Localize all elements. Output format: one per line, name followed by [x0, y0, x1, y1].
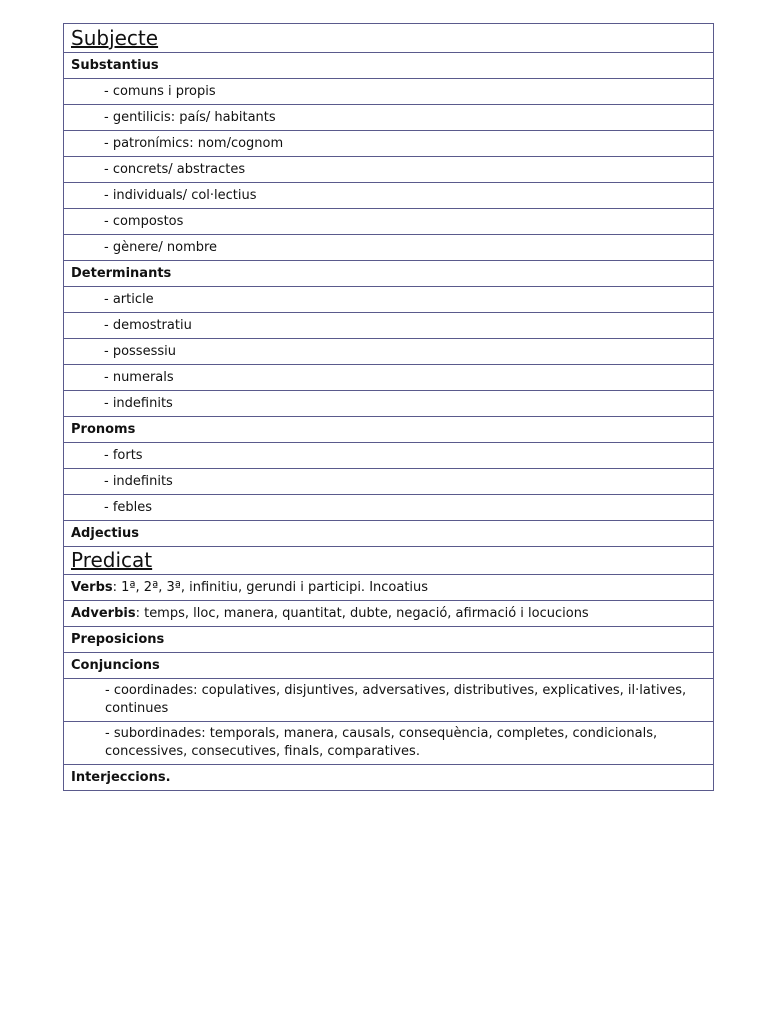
table-row: [64, 575, 714, 601]
table-row: [64, 131, 714, 157]
table-row: [64, 679, 714, 722]
grammar-table: [63, 23, 714, 791]
table-row: [64, 339, 714, 365]
table-row: [64, 24, 714, 53]
table-row: [64, 521, 714, 547]
table-row: [64, 495, 714, 521]
list-item: - febles: [64, 495, 714, 521]
heading-conjuncions: Conjuncions: [64, 653, 714, 679]
verbs-label: Verbs: [71, 579, 113, 595]
table-row: [64, 287, 714, 313]
list-item: - forts: [64, 443, 714, 469]
table-row: [64, 547, 714, 575]
list-item: - individuals/ col·lectius: [64, 183, 714, 209]
list-item: - article: [64, 287, 714, 313]
heading-adjectius: Adjectius: [64, 521, 714, 547]
adverbis-row: [64, 601, 714, 627]
list-item: - indefinits: [64, 391, 714, 417]
table-row: [64, 53, 714, 79]
table-row: [64, 105, 714, 131]
table-row: [64, 443, 714, 469]
list-item: - numerals: [64, 365, 714, 391]
verbs-text: : 1ª, 2ª, 3ª, infinitiu, gerundi i participi. Incoatius: [112, 579, 429, 595]
list-item: - comuns i propis: [64, 79, 714, 105]
list-item: - demostratiu: [64, 313, 714, 339]
list-item: - indefinits: [64, 469, 714, 495]
table-row: [64, 653, 714, 679]
table-row: [64, 391, 714, 417]
adverbis-text: : temps, lloc, manera, quantitat, dubte, negació, afirmació i locucions: [135, 605, 589, 621]
table-row: [64, 209, 714, 235]
table-row: [64, 235, 714, 261]
verbs-row: [64, 575, 714, 601]
coordinades-text: copulatives, disjuntives, adversatives, distributives, explicatives, il·latives, continues: [105, 683, 687, 716]
section-title-predicat: Predicat: [64, 547, 714, 575]
list-item: - concrets/ abstractes: [64, 157, 714, 183]
table-row: [64, 722, 714, 765]
heading-substantius: Substantius: [64, 53, 714, 79]
table-row: [64, 365, 714, 391]
table-row: [64, 183, 714, 209]
table-row: [64, 157, 714, 183]
coordinades-label: - coordinades:: [105, 683, 198, 698]
heading-preposicions: Preposicions: [64, 627, 714, 653]
section-title-subjecte: Subjecte: [64, 24, 714, 53]
adverbis-label: Adverbis: [71, 605, 136, 621]
list-item: - gènere/ nombre: [64, 235, 714, 261]
table-row: [64, 469, 714, 495]
subordinades-item: [64, 722, 714, 765]
coordinades-item: [64, 679, 714, 722]
table-row: [64, 79, 714, 105]
list-item: - patronímics: nom/cognom: [64, 131, 714, 157]
table-row: [64, 261, 714, 287]
subordinades-text: temporals, manera, causals, consequència, completes, condicionals, concessives, consecutives, finals, comparatives.: [105, 726, 658, 759]
table-row: [64, 627, 714, 653]
list-item: - gentilicis: país/ habitants: [64, 105, 714, 131]
heading-pronoms: Pronoms: [64, 417, 714, 443]
subordinades-label: - subordinades:: [105, 726, 206, 741]
table-row: [64, 417, 714, 443]
table-row: [64, 765, 714, 791]
table-row: [64, 313, 714, 339]
heading-determinants: Determinants: [64, 261, 714, 287]
list-item: - compostos: [64, 209, 714, 235]
table-row: [64, 601, 714, 627]
list-item: - possessiu: [64, 339, 714, 365]
heading-interjeccions: Interjeccions.: [64, 765, 714, 791]
